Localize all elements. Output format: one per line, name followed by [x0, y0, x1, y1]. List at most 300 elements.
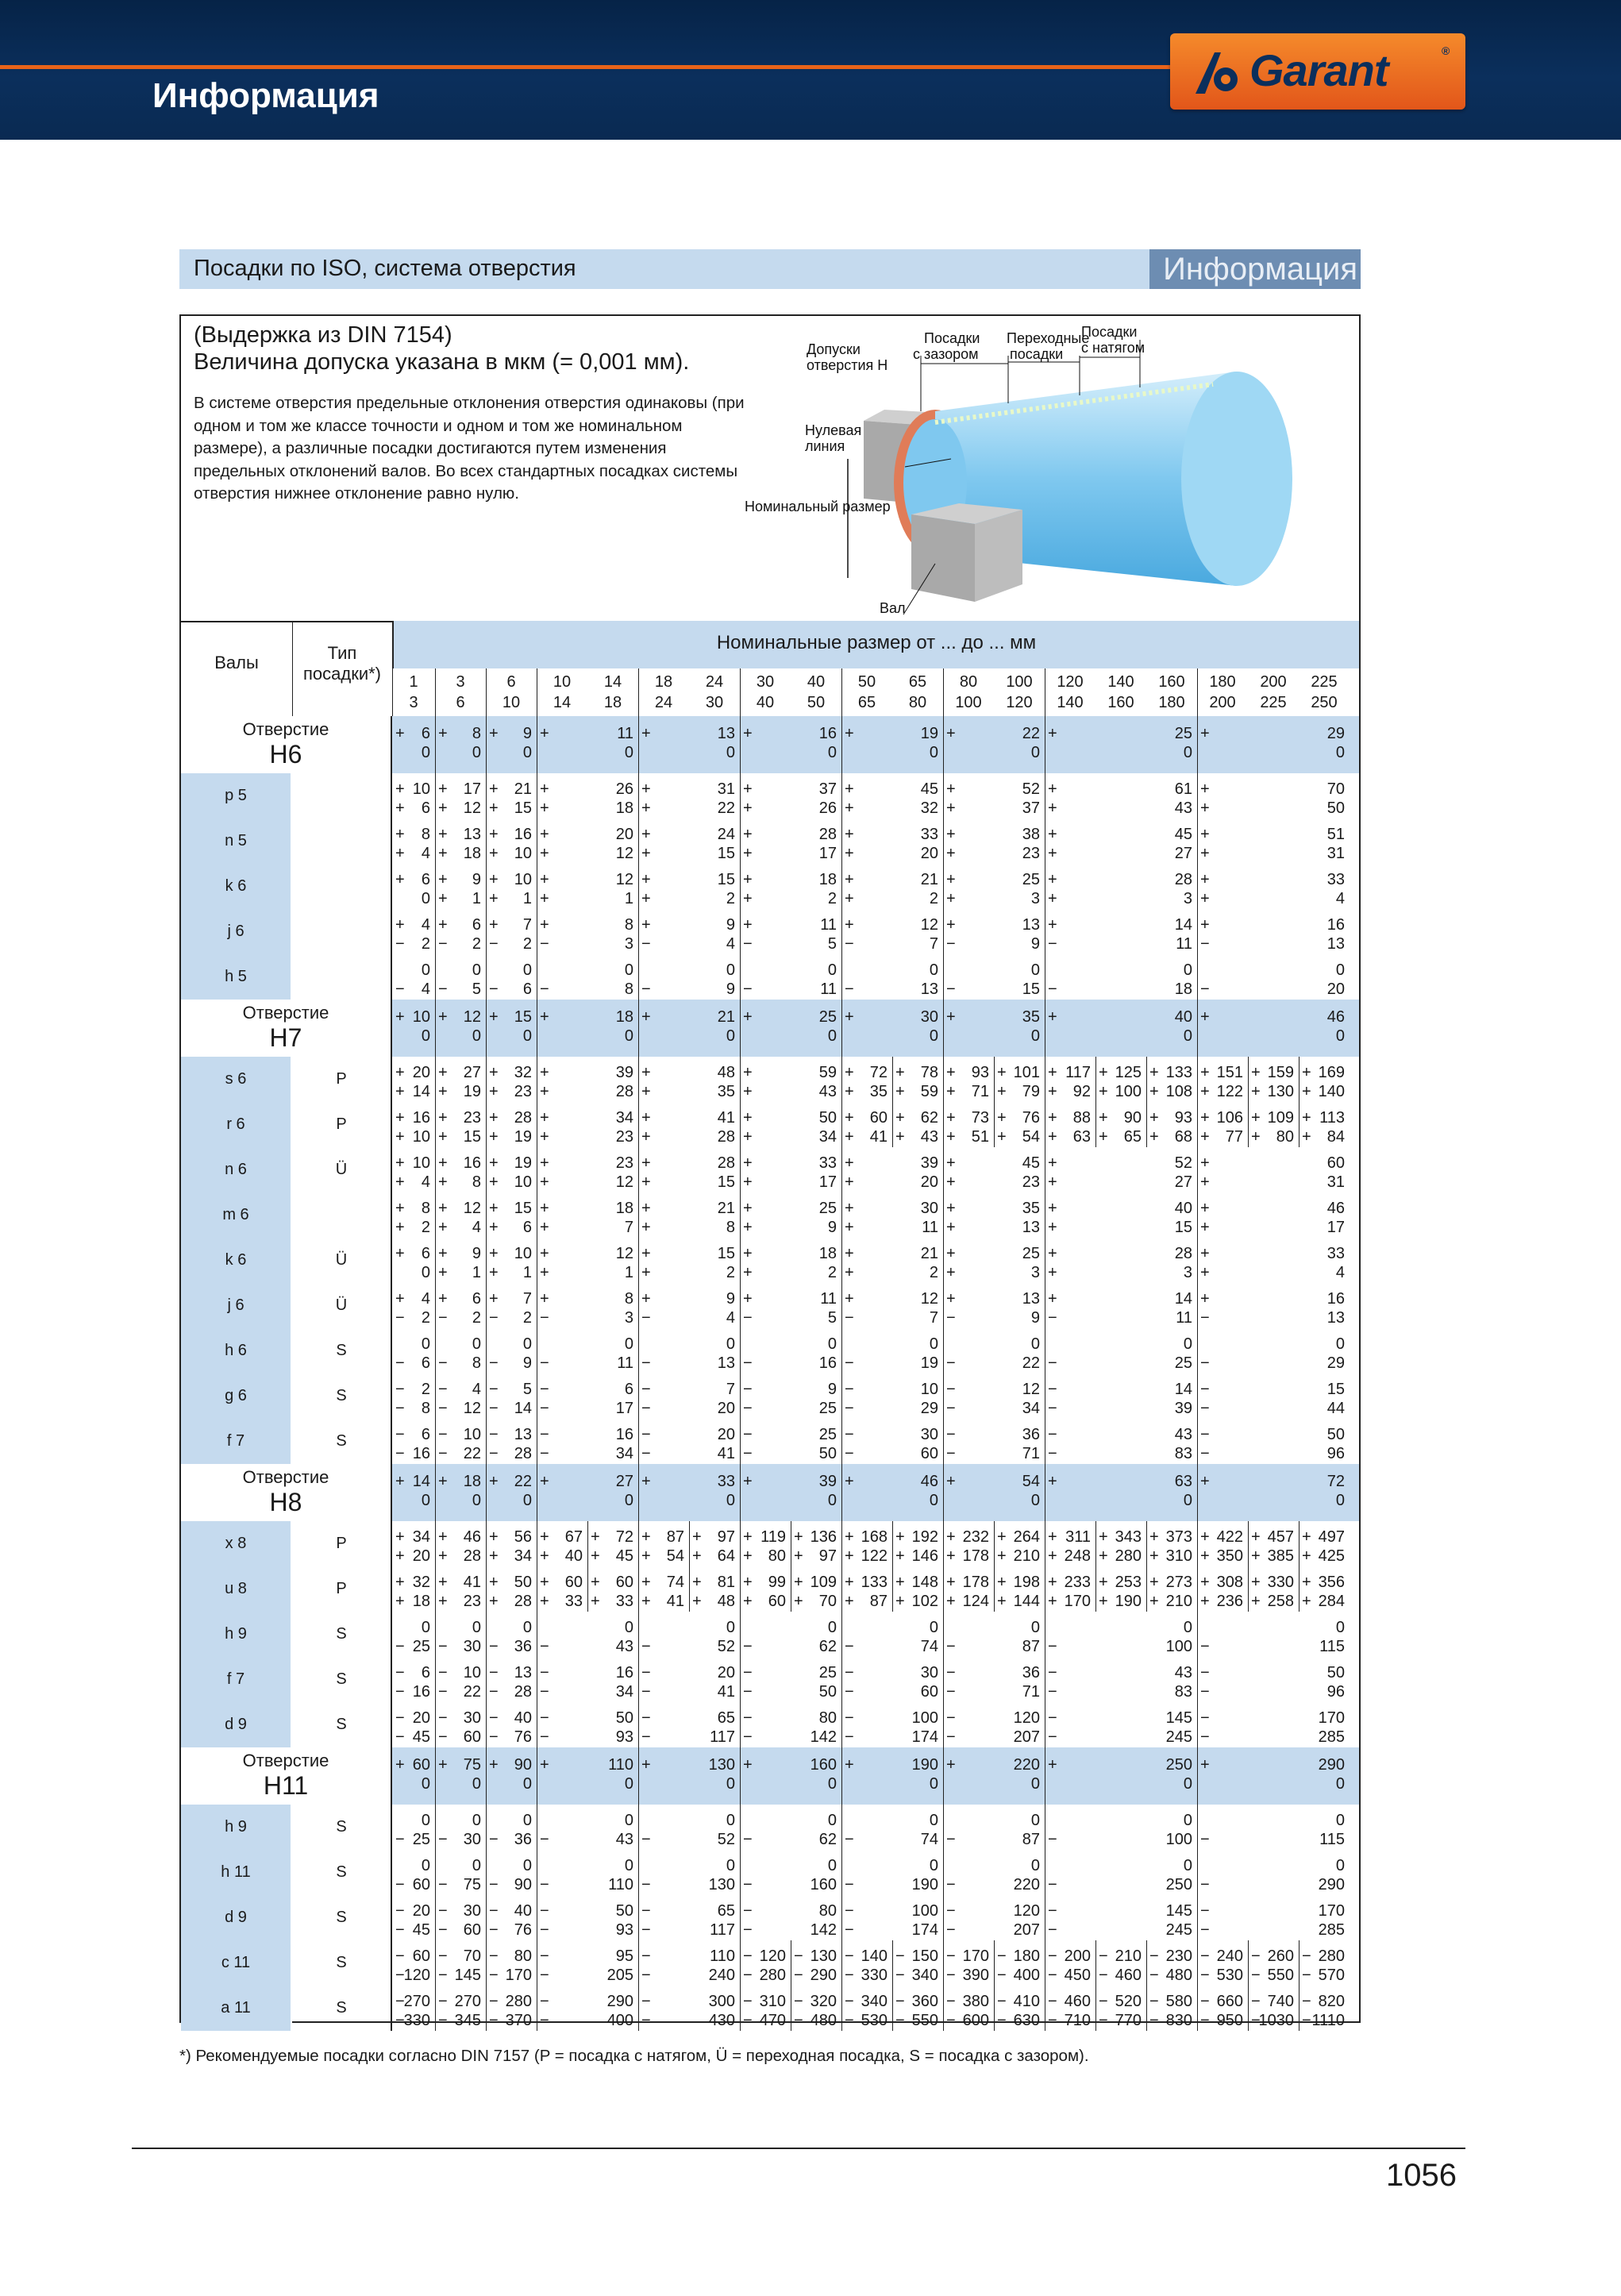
value-cell: + 12 + 1 [540, 1245, 633, 1281]
value-cell: + 25 0 [1048, 725, 1192, 761]
value-cell: + 264 + 210 [997, 1528, 1040, 1565]
fit-type: S [292, 1940, 392, 1986]
value-cell: + 119 + 80 [743, 1528, 786, 1565]
value-cell: + 90 + 65 [1099, 1109, 1142, 1146]
value-cell: + 497 + 425 [1302, 1528, 1345, 1565]
fit-type [292, 954, 392, 1000]
value-cell: + 46 + 17 [1200, 1200, 1345, 1236]
value-cell: + 7 − 2 [489, 916, 532, 953]
value-cell: + 343 + 280 [1099, 1528, 1142, 1565]
shaft-row [181, 1940, 1359, 1987]
section-title: Посадки по ISO, система отверстия [194, 256, 576, 281]
value-cell: − 520 − 770 [1099, 1993, 1142, 2029]
value-cell: − 14 − 39 [1048, 1381, 1192, 1417]
value-cell: − 340 − 530 [845, 1993, 888, 2029]
value-cell: − 280 − 570 [1302, 1947, 1345, 1984]
value-cell: − 20 − 41 [641, 1426, 735, 1462]
value-cell: + 97 + 64 [692, 1528, 735, 1565]
value-cell: 0 − 220 [946, 1857, 1040, 1893]
value-cell: − 145 − 245 [1048, 1902, 1192, 1939]
value-cells [392, 1057, 1359, 1102]
value-cell: + 41 + 23 [438, 1574, 481, 1610]
shaft-label: u 8 [181, 1566, 292, 1612]
value-cell: + 60 0 [395, 1756, 430, 1793]
hole-row [181, 1000, 1359, 1058]
value-cell: − 10 − 29 [845, 1381, 938, 1417]
shaft-row [181, 1147, 1359, 1194]
value-cell: + 9 + 1 [438, 871, 481, 907]
value-cell: − 36 − 71 [946, 1426, 1040, 1462]
value-cells [392, 1419, 1359, 1464]
fit-type: S [292, 1328, 392, 1373]
value-cells [392, 864, 1359, 909]
value-cell: + 11 − 5 [743, 916, 837, 953]
hole-label-text: Отверстие [242, 719, 329, 739]
value-cell: + 19 + 10 [489, 1154, 532, 1191]
value-cell: + 45 + 32 [845, 780, 938, 817]
shaft-label: r 6 [181, 1102, 292, 1147]
value-cell: + 28 + 3 [1048, 1245, 1192, 1281]
value-cell: + 28 + 3 [1048, 871, 1192, 907]
value-cell: 0 − 22 [946, 1335, 1040, 1372]
value-cell: + 29 0 [1200, 725, 1345, 761]
shaft-label: f 7 [181, 1657, 292, 1702]
value-cells [392, 1102, 1359, 1147]
shaft-row [181, 909, 1359, 956]
shaft-row [181, 1566, 1359, 1613]
intro-units: Величина допуска указана в мкм (= 0,001 мм). [194, 349, 690, 375]
value-cell: − 25 − 50 [743, 1664, 837, 1701]
value-cell: + 32 + 18 [395, 1574, 430, 1610]
value-cell: + 130 0 [641, 1756, 735, 1793]
value-cell: + 72 + 35 [845, 1064, 888, 1100]
value-cell: + 99 + 60 [743, 1574, 786, 1610]
value-cell: + 41 + 28 [641, 1109, 735, 1146]
value-cell: − 130 − 290 [794, 1947, 837, 1984]
value-cell: + 11 − 5 [743, 1290, 837, 1327]
value-cell: + 45 + 27 [1048, 826, 1192, 862]
value-cells [392, 1657, 1359, 1702]
value-cell: + 21 0 [641, 1008, 735, 1045]
value-cell: 0 − 100 [1048, 1812, 1192, 1848]
value-cell: + 10 + 1 [489, 1245, 532, 1281]
value-cell: + 168 + 122 [845, 1528, 888, 1565]
value-cell: + 63 0 [1048, 1473, 1192, 1509]
value-cell: − 4 − 12 [438, 1381, 481, 1417]
value-cells [392, 1464, 1359, 1521]
value-cell: − 210 − 460 [1099, 1947, 1142, 1984]
value-cell: + 10 0 [395, 1008, 430, 1045]
value-cells [392, 1000, 1359, 1057]
value-cell: + 27 0 [540, 1473, 633, 1509]
hole-class: H7 [269, 1023, 302, 1052]
shaft-label: n 6 [181, 1147, 292, 1192]
value-cell: + 39 + 28 [540, 1064, 633, 1100]
value-cell: − 9 − 25 [743, 1381, 837, 1417]
value-cell: − 380 − 600 [946, 1993, 989, 2029]
shaft-label: d 9 [181, 1895, 292, 1940]
value-cell: − 16 − 34 [540, 1664, 633, 1701]
value-cell: + 133 + 87 [845, 1574, 888, 1610]
range-col-0: 1 3 [409, 673, 418, 711]
shaft-row [181, 1419, 1359, 1466]
value-cell: + 25 0 [743, 1008, 837, 1045]
value-cell: − 30 − 60 [845, 1664, 938, 1701]
value-cell: − 16 − 34 [540, 1426, 633, 1462]
footer-rule [132, 2148, 1465, 2149]
value-cell: + 233 + 170 [1048, 1574, 1091, 1610]
fit-type: Ü [292, 1147, 392, 1192]
value-cell: + 23 + 12 [540, 1154, 633, 1191]
shaft-label: j 6 [181, 909, 292, 954]
value-cell: − 170 − 285 [1200, 1902, 1345, 1939]
value-cell: 0 − 74 [845, 1812, 938, 1848]
value-cell: + 25 + 3 [946, 871, 1040, 907]
shaft-label: h 9 [181, 1805, 292, 1850]
value-cells [392, 1895, 1359, 1940]
value-cell: + 10 + 4 [395, 1154, 430, 1191]
value-cell: + 39 0 [743, 1473, 837, 1509]
value-cell: + 6 0 [395, 1245, 430, 1281]
value-cell: − 360 − 550 [895, 1993, 938, 2029]
diagram-label-zero-line-2: линия [805, 438, 845, 454]
value-cell: + 50 + 28 [489, 1574, 532, 1610]
value-cells [392, 1850, 1359, 1895]
value-cell: + 75 0 [438, 1756, 481, 1793]
value-cell: + 20 + 12 [540, 826, 633, 862]
value-cell: − 13 − 28 [489, 1426, 532, 1462]
value-cell: − 260 − 550 [1251, 1947, 1294, 1984]
fit-type [292, 819, 392, 864]
shaft-row [181, 1283, 1359, 1330]
value-cell: + 33 0 [641, 1473, 735, 1509]
value-cell: 0 − 100 [1048, 1619, 1192, 1655]
value-cell: + 290 0 [1200, 1756, 1345, 1793]
value-cell: − 320 − 480 [794, 1993, 837, 2029]
value-cell: + 8 + 2 [395, 1200, 430, 1236]
value-cell: + 93 + 71 [946, 1064, 989, 1100]
value-cell: 0 − 52 [641, 1812, 735, 1848]
value-cell: 0 − 13 [845, 961, 938, 998]
fit-type [292, 909, 392, 954]
value-cell: − 240 − 530 [1200, 1947, 1243, 1984]
value-cell: 0 − 115 [1200, 1619, 1345, 1655]
value-cell: + 14 − 11 [1048, 1290, 1192, 1327]
value-cell: + 311 + 248 [1048, 1528, 1091, 1565]
value-cell: − 7 − 20 [641, 1381, 735, 1417]
hole-class: H8 [269, 1488, 302, 1516]
value-cell: + 178 + 124 [946, 1574, 989, 1610]
fit-type [292, 864, 392, 909]
value-cell: 0 − 115 [1200, 1812, 1345, 1848]
hole-row [181, 1747, 1359, 1806]
value-cell: 0 − 43 [540, 1619, 633, 1655]
intro-source: (Выдержка из DIN 7154) [194, 322, 452, 348]
value-cell: − 120 − 207 [946, 1902, 1040, 1939]
hole-label [181, 1747, 392, 1805]
range-col-2: 6 10 [502, 673, 521, 711]
value-cell: + 48 + 35 [641, 1064, 735, 1100]
value-cell: + 4 − 2 [395, 916, 430, 953]
value-cell: 0 − 5 [438, 961, 481, 998]
value-cell: + 110 0 [540, 1756, 633, 1793]
value-cell: + 16 − 13 [1200, 916, 1345, 953]
header-nominal-title: Номинальные размер от ... до ... мм [716, 632, 1037, 653]
value-cell: 0 − 90 [489, 1857, 532, 1893]
shaft-label: h 9 [181, 1612, 292, 1657]
value-cell: + 12 + 1 [540, 871, 633, 907]
range-col-4: 14 18 [603, 673, 622, 711]
value-cell: − 30 − 60 [438, 1902, 481, 1939]
value-cell: + 33 + 20 [845, 826, 938, 862]
value-cell: + 220 0 [946, 1756, 1040, 1793]
value-cell: + 46 + 28 [438, 1528, 481, 1565]
logo-registered: ® [1442, 44, 1450, 57]
value-cell: + 30 + 11 [845, 1200, 938, 1236]
fit-type: S [292, 1986, 392, 2031]
fit-type: S [292, 1805, 392, 1850]
value-cell: + 72 + 45 [591, 1528, 633, 1565]
shaft-row [181, 1238, 1359, 1285]
value-cell: − 13 − 28 [489, 1664, 532, 1701]
value-cell: + 136 + 97 [794, 1528, 837, 1565]
page-title: Информация [152, 76, 379, 115]
value-cell: 0 − 87 [946, 1619, 1040, 1655]
value-cell: 0 − 60 [395, 1857, 430, 1893]
shaft-row [181, 1521, 1359, 1568]
value-cell: − 30 − 60 [845, 1426, 938, 1462]
value-cell: − 180 − 400 [997, 1947, 1040, 1984]
value-cell: 0 − 8 [540, 961, 633, 998]
value-cell: 0 − 15 [946, 961, 1040, 998]
value-cell: − 270 − 345 [438, 1993, 481, 2029]
value-cell: + 109 + 70 [794, 1574, 837, 1610]
shaft-row [181, 1805, 1359, 1851]
value-cell: + 30 0 [845, 1008, 938, 1045]
value-cell: − 40 − 76 [489, 1902, 532, 1939]
shaft-label: s 6 [181, 1057, 292, 1102]
value-cell: + 37 + 26 [743, 780, 837, 817]
value-cell: + 22 0 [489, 1473, 532, 1509]
fit-diagram [737, 316, 1356, 621]
value-cell: + 192 + 146 [895, 1528, 938, 1565]
value-cells [392, 1147, 1359, 1192]
value-cell: + 60 + 31 [1200, 1154, 1345, 1191]
value-cell: + 19 0 [845, 725, 938, 761]
value-cell: − 36 − 71 [946, 1664, 1040, 1701]
value-cell: − 170 − 285 [1200, 1709, 1345, 1746]
value-cell: − 140 − 330 [845, 1947, 888, 1984]
value-cell: − 20 − 45 [395, 1709, 430, 1746]
value-cell: + 273 + 210 [1149, 1574, 1192, 1610]
value-cell: − 310 − 470 [743, 1993, 786, 2029]
value-cell: + 52 + 37 [946, 780, 1040, 817]
range-col-10: 65 80 [908, 673, 927, 711]
value-cells [392, 1328, 1359, 1373]
value-cell: + 35 0 [946, 1008, 1040, 1045]
value-cell: + 11 0 [540, 725, 633, 761]
value-cell: 0 − 30 [438, 1619, 481, 1655]
value-cell: + 70 + 50 [1200, 780, 1345, 817]
value-cell: + 10 + 6 [395, 780, 430, 817]
value-cell: + 148 + 102 [895, 1574, 938, 1610]
value-cell: − 145 − 245 [1048, 1709, 1192, 1746]
value-cell: + 52 + 27 [1048, 1154, 1192, 1191]
value-cell: − 2 − 8 [395, 1381, 430, 1417]
value-cell: + 28 + 17 [743, 826, 837, 862]
value-cell: + 56 + 34 [489, 1528, 532, 1565]
diagram-label-clearance-1: Посадки [924, 330, 980, 346]
diagram-label-clearance-2: с зазором [913, 346, 979, 362]
value-cells [392, 819, 1359, 864]
shaft-label: p 5 [181, 773, 292, 819]
range-col-14: 140 160 [1107, 673, 1134, 711]
shaft-label: x 8 [181, 1521, 292, 1566]
value-cell: − 100 − 174 [845, 1902, 938, 1939]
value-cells [392, 1238, 1359, 1283]
value-cell: 0 − 36 [489, 1812, 532, 1848]
value-cell: 0 − 4 [395, 961, 430, 998]
value-cell: + 25 + 3 [946, 1245, 1040, 1281]
shaft-label: k 6 [181, 864, 292, 909]
intro-block [181, 316, 1359, 622]
range-col-5: 18 24 [654, 673, 673, 711]
value-cell: + 93 + 68 [1149, 1109, 1192, 1146]
shaft-row [181, 1612, 1359, 1658]
value-cell: + 6 0 [395, 871, 430, 907]
value-cell: + 28 + 19 [489, 1109, 532, 1146]
value-cell: − 50 − 96 [1200, 1664, 1345, 1701]
value-cell: + 160 0 [743, 1756, 837, 1793]
range-col-11: 80 100 [955, 673, 982, 711]
value-cell: + 356 + 284 [1302, 1574, 1345, 1610]
value-cells [392, 1747, 1359, 1805]
shaft-row [181, 819, 1359, 865]
fit-type: P [292, 1566, 392, 1612]
value-cell: + 109 + 80 [1251, 1109, 1294, 1146]
garant-logo-icon [1194, 49, 1243, 97]
value-cell: + 35 + 13 [946, 1200, 1040, 1236]
value-cell: − 5 − 14 [489, 1381, 532, 1417]
value-cell: + 18 + 2 [743, 1245, 837, 1281]
value-cell: − 12 − 34 [946, 1381, 1040, 1417]
shaft-label: h 5 [181, 954, 292, 1000]
value-cell: + 25 + 9 [743, 1200, 837, 1236]
range-col-9: 50 65 [857, 673, 876, 711]
fit-type: Ü [292, 1283, 392, 1328]
value-cell: 0 − 9 [641, 961, 735, 998]
value-cell: + 28 + 15 [641, 1154, 735, 1191]
value-cell: 0 − 18 [1048, 961, 1192, 998]
value-cell: + 21 + 15 [489, 780, 532, 817]
shaft-label: d 9 [181, 1702, 292, 1747]
value-cell: 0 − 9 [489, 1335, 532, 1372]
value-cell: + 7 − 2 [489, 1290, 532, 1327]
value-cell: − 50 − 96 [1200, 1426, 1345, 1462]
header-fit-type [292, 643, 392, 684]
header-fit-type-1: Тип [327, 643, 357, 663]
value-cell: − 43 − 83 [1048, 1664, 1192, 1701]
diagram-label-interference-1: Посадки [1081, 324, 1138, 340]
value-cell: + 33 + 17 [743, 1154, 837, 1191]
value-cell: − 20 − 45 [395, 1902, 430, 1939]
shaft-label: a 11 [181, 1986, 292, 2031]
shaft-row [181, 1328, 1359, 1375]
value-cell: + 6 − 2 [438, 916, 481, 953]
value-cell: + 9 − 4 [641, 1290, 735, 1327]
value-cell: 0 − 30 [438, 1812, 481, 1848]
shaft-label: h 6 [181, 1328, 292, 1373]
value-cell: 0 − 43 [540, 1812, 633, 1848]
value-cells [392, 909, 1359, 954]
value-cell: + 76 + 54 [997, 1109, 1040, 1146]
value-cell: − 280 − 370 [489, 1993, 532, 2029]
value-cell: − 30 − 60 [438, 1709, 481, 1746]
value-cell: 0 − 250 [1048, 1857, 1192, 1893]
value-cell: + 33 + 4 [1200, 871, 1345, 907]
value-cell: 0 − 110 [540, 1857, 633, 1893]
value-cell: − 580 − 830 [1149, 1993, 1192, 2029]
value-cell: + 113 + 84 [1302, 1109, 1345, 1146]
range-col-3: 10 14 [553, 673, 572, 711]
value-cell: − 43 − 83 [1048, 1426, 1192, 1462]
value-cell: + 9 + 1 [438, 1245, 481, 1281]
value-cell: − 60 − 120 [395, 1947, 430, 1984]
shaft-row [181, 1057, 1359, 1104]
value-cell: − 20 − 41 [641, 1664, 735, 1701]
value-cell: + 39 + 20 [845, 1154, 938, 1191]
shaft-row [181, 1102, 1359, 1149]
value-cell: − 6 − 17 [540, 1381, 633, 1417]
shaft-label: c 11 [181, 1940, 292, 1986]
value-cell: + 253 + 190 [1099, 1574, 1142, 1610]
value-cell: + 60 + 33 [591, 1574, 633, 1610]
value-cell: + 8 − 3 [540, 916, 633, 953]
value-cell: 0 − 25 [1048, 1335, 1192, 1372]
range-col-8: 40 50 [807, 673, 826, 711]
value-cell: + 12 − 7 [845, 916, 938, 953]
shaft-label: n 5 [181, 819, 292, 864]
fit-type: S [292, 1612, 392, 1657]
value-cell: + 18 + 2 [743, 871, 837, 907]
hole-row [181, 1464, 1359, 1523]
diagram-label-interference-2: с натягом [1081, 340, 1145, 356]
value-cell: 0 − 20 [1200, 961, 1345, 998]
fit-type: P [292, 1102, 392, 1147]
range-col-13: 120 140 [1057, 673, 1084, 711]
section-tag: Информация [1149, 249, 1361, 289]
fit-type: S [292, 1657, 392, 1702]
value-cell: 0 − 74 [845, 1619, 938, 1655]
value-cell: − 6 − 16 [395, 1426, 430, 1462]
value-cell: 0 − 290 [1200, 1857, 1345, 1893]
shaft-label: h 11 [181, 1850, 292, 1895]
range-col-1: 3 6 [456, 673, 465, 711]
value-cell: + 232 + 178 [946, 1528, 989, 1565]
range-col-17: 200 225 [1260, 673, 1287, 711]
shaft-row [181, 954, 1359, 1001]
hole-label [181, 1000, 392, 1057]
value-cell: + 15 + 2 [641, 1245, 735, 1281]
value-cell: + 16 0 [743, 725, 837, 761]
diagram-label-shaft: Вал [880, 600, 906, 616]
value-cell: 0 − 6 [395, 1335, 430, 1372]
value-cell: + 14 − 11 [1048, 916, 1192, 953]
value-cells [392, 1283, 1359, 1328]
range-col-18: 225 250 [1311, 673, 1338, 711]
value-cell: + 13 − 9 [946, 916, 1040, 953]
shaft-label: m 6 [181, 1192, 292, 1238]
